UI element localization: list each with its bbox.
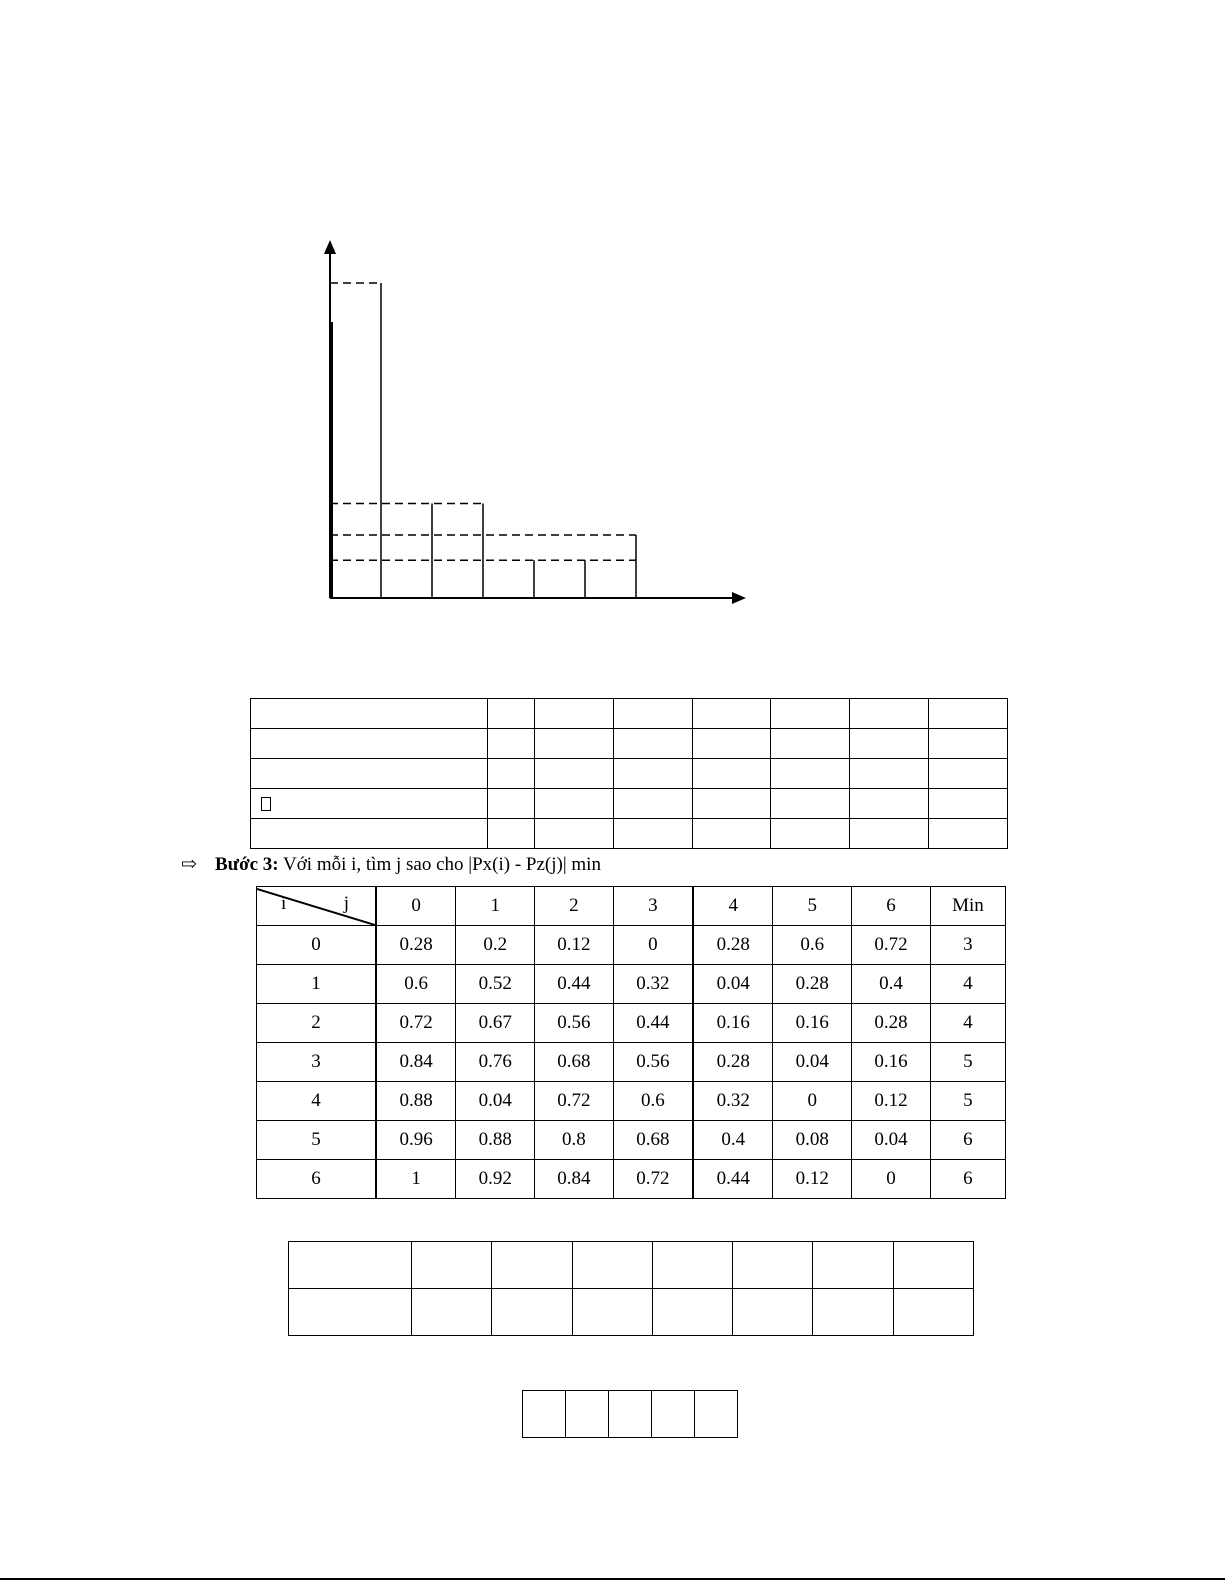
page-bottom-rule — [0, 1578, 1225, 1580]
table-row — [257, 965, 1006, 1004]
table-cell: 0.04 — [773, 1043, 852, 1082]
table-row — [289, 1289, 974, 1336]
table-cell: 0.28 — [376, 926, 456, 965]
table-row — [257, 1160, 1006, 1199]
table-cell: 3 — [930, 926, 1005, 965]
corner-diagonal — [257, 887, 375, 925]
table-cell: 0.56 — [535, 1004, 614, 1043]
table-cell: 0 — [852, 1160, 931, 1199]
table-cell: 0.72 — [852, 926, 931, 965]
table-cell: 0.16 — [693, 1004, 773, 1043]
table-cell: 0.72 — [376, 1004, 456, 1043]
table-cell: 0.44 — [613, 1004, 693, 1043]
table-row — [257, 1043, 1006, 1082]
table-row — [257, 1004, 1006, 1043]
table-cell: 0.72 — [613, 1160, 693, 1199]
table-cell: 0.16 — [773, 1004, 852, 1043]
table-row — [257, 926, 1006, 965]
column-header: 3 — [613, 887, 693, 926]
step-3-label: Bước 3: — [215, 854, 279, 875]
table-cell: 0 — [773, 1082, 852, 1121]
table-row — [523, 1391, 738, 1438]
table-cell: 0.2 — [456, 926, 535, 965]
table-cell: 4 — [930, 965, 1005, 1004]
difference-table — [256, 886, 1006, 1199]
y-axis-arrow-icon — [324, 240, 336, 254]
table-cell: 0.04 — [693, 965, 773, 1004]
table-cell: 0.52 — [456, 965, 535, 1004]
table-cell: 0.44 — [535, 965, 614, 1004]
table-cell: 0.04 — [852, 1121, 931, 1160]
table-cell: 0.4 — [693, 1121, 773, 1160]
table-row — [251, 759, 1008, 789]
table-cell: 4 — [930, 1004, 1005, 1043]
table-cell: 0.16 — [852, 1043, 931, 1082]
table-cell: 0.32 — [613, 965, 693, 1004]
table-cell: 0.6 — [773, 926, 852, 965]
table-cell: 0.12 — [852, 1082, 931, 1121]
table-cell: 0.12 — [535, 926, 614, 965]
column-header: 4 — [693, 887, 773, 926]
table-cell: 0.56 — [613, 1043, 693, 1082]
table-cell: 0.32 — [693, 1082, 773, 1121]
blank-table — [250, 698, 1008, 849]
mapping-table — [288, 1241, 974, 1336]
table-cell: 0.6 — [613, 1082, 693, 1121]
table-cell: 0.12 — [773, 1160, 852, 1199]
table-cell: 0.28 — [693, 926, 773, 965]
table-cell: 0.92 — [456, 1160, 535, 1199]
table-cell: 0.4 — [852, 965, 931, 1004]
table-row — [257, 1082, 1006, 1121]
table-cell: 0.68 — [613, 1121, 693, 1160]
column-header: Min — [930, 887, 1005, 926]
table-cell: 0 — [613, 926, 693, 965]
table-cell: 6 — [930, 1160, 1005, 1199]
column-header: 6 — [852, 887, 931, 926]
histogram-marks — [324, 240, 746, 604]
arrow-right-icon: ⇨ — [181, 854, 197, 875]
row-header: 3 — [257, 1043, 377, 1082]
table-cell: 0.67 — [456, 1004, 535, 1043]
row-header: 5 — [257, 1121, 377, 1160]
table-cell: 0.72 — [535, 1082, 614, 1121]
table-cell: 0.84 — [535, 1160, 614, 1199]
table-cell: 1 — [376, 1160, 456, 1199]
table-cell: 0.8 — [535, 1121, 614, 1160]
table-cell: 0.08 — [773, 1121, 852, 1160]
table-cell: 0.28 — [693, 1043, 773, 1082]
table-cell: 0.84 — [376, 1043, 456, 1082]
row-header: 0 — [257, 926, 377, 965]
corner-j-label: j — [343, 893, 349, 914]
row-header: 2 — [257, 1004, 377, 1043]
table-cell: 0.88 — [456, 1121, 535, 1160]
row-header: 1 — [257, 965, 377, 1004]
table-row — [289, 1242, 974, 1289]
table-cell: 0.76 — [456, 1043, 535, 1082]
column-header: 2 — [535, 887, 614, 926]
table-row — [251, 789, 1008, 819]
corner-i-label: i — [281, 893, 287, 914]
row-header: 4 — [257, 1082, 377, 1121]
column-header: 5 — [773, 887, 852, 926]
table-cell: 5 — [930, 1082, 1005, 1121]
table-cell: 0.96 — [376, 1121, 456, 1160]
missing-glyph-icon — [261, 797, 271, 811]
step-3-text: Với mỗi i, tìm j sao cho |Px(i) - Pz(j)| min — [278, 854, 601, 875]
table-cell: 0.28 — [773, 965, 852, 1004]
table-cell: 0.04 — [456, 1082, 535, 1121]
histogram-chart — [0, 0, 1225, 660]
table-cell: 0.28 — [852, 1004, 931, 1043]
table-cell: 0.88 — [376, 1082, 456, 1121]
column-header: 1 — [456, 887, 535, 926]
table-row — [251, 729, 1008, 759]
row-header: 6 — [257, 1160, 377, 1199]
table-cell: 0.44 — [693, 1160, 773, 1199]
table-cell: 0.68 — [535, 1043, 614, 1082]
corner-cell — [257, 887, 377, 926]
table-cell: 6 — [930, 1121, 1005, 1160]
table-row — [251, 819, 1008, 849]
small-table — [522, 1390, 738, 1438]
table-row — [251, 699, 1008, 729]
table-row — [257, 1121, 1006, 1160]
x-axis-arrow-icon — [732, 592, 746, 604]
column-header: 0 — [376, 887, 456, 926]
table-header-row — [257, 887, 1006, 926]
table-cell: 0.6 — [376, 965, 456, 1004]
step-3-heading — [181, 853, 601, 876]
table-cell: 5 — [930, 1043, 1005, 1082]
